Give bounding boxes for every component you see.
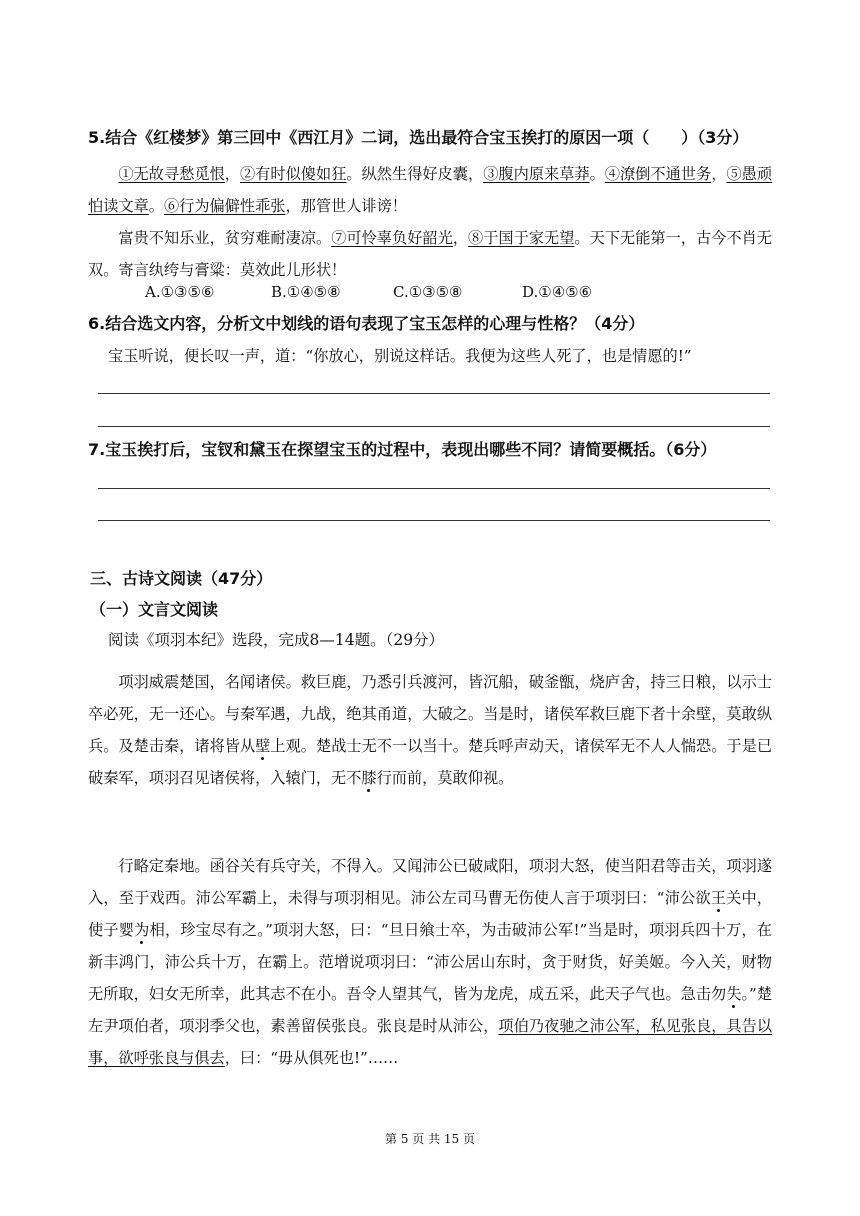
underlined-phrase: ①无故寻愁觅恨 <box>118 165 225 183</box>
question-6-quote: 宝玉听说，便长叹一声，道：“你放心，别说这样话。我便为这些人死了，也是情愿的!” <box>108 347 692 365</box>
emphasis-dot: 王 <box>710 889 727 907</box>
option-d: D.①④⑤⑥ <box>522 283 593 301</box>
emphasis-dot: 失 <box>726 985 742 1003</box>
underlined-sentence: 项伯乃夜驰之沛公军，私见张良，具告以事，欲呼张良与俱去 <box>88 1017 773 1067</box>
section-title: 三、古诗文阅读（47分） <box>90 569 273 588</box>
poem-xijiangyue-2 <box>88 222 772 286</box>
text-run: ， <box>224 165 240 183</box>
underlined-phrase: ⑥行为偏僻性乖张 <box>163 197 286 215</box>
underlined-phrase: ④潦倒不通世务 <box>604 165 712 183</box>
text-run: 行略定秦地。函谷关有兵守关，不得入。又闻沛公已破咸阳，项羽大怒，使当阳君等击关，项羽遂入，至于戏西。沛公军霸上，未得与项羽相见。沛公左司马曹无伤使人言于项羽曰：“沛公欲 <box>88 857 772 907</box>
emphasis-dot: 壁 <box>255 737 271 755</box>
text-run: 富贵不知乐业，贫穷难耐凄凉。 <box>118 229 332 247</box>
answer-line[interactable] <box>98 488 770 489</box>
text-run: 项羽威震楚国，名闻诸侯。救巨鹿，乃悉引兵渡河，皆沉船，破釜甑，烧庐舍，持三日粮，以示士卒必死，无一还心。与秦军遇，九战，绝其甬道，大破之。当是时，诸侯军救巨鹿下者十余壁，莫敢纵兵。及楚击秦，诸将皆从 <box>88 673 772 755</box>
text-run: ，那管世人诽谤！ <box>285 197 407 215</box>
text-run: 上观。楚战士无不一以当十。楚兵呼声动天，诸侯军无不人人惴恐。于是已破秦军，项羽召见诸侯将，入辕门，无不 <box>88 737 773 787</box>
answer-line[interactable] <box>98 520 770 521</box>
text-run: 相，珍宝尽有之。”项羽大怒，曰：“旦日飨士卒，为击破沛公军!”当是时，项羽兵四十万，在新丰鸿门，沛公兵十万，在霸上。范增说项羽曰：“沛公居山东时，贪于财货，好美姬。今入关，财物无所取，妇女无所幸，此其志不在小。吾令人望其气，皆为龙虎，成五采，此天子气也。急击勿 <box>88 921 772 1003</box>
text-run: 关中，使子婴 <box>88 889 773 939</box>
text-run: ， <box>452 229 469 247</box>
underlined-phrase: ⑧于国于家无望 <box>468 229 575 247</box>
text-run: 。天下无能第一，古今不肖无双。寄言纨绔与膏粱：莫效此儿形状！ <box>88 229 773 279</box>
subsection-title: （一）文言文阅读 <box>90 600 219 619</box>
question-6-stem: 6.结合选文内容，分析文中划线的语句表现了宝玉怎样的心理与性格？（4分） <box>88 314 645 333</box>
underlined-phrase: ②有时似傻如狂 <box>240 165 347 183</box>
text-run: 。 <box>589 165 605 183</box>
text-run: 。”楚左尹项伯者，项羽季父也，素善留侯张良。张良是时从沛公， <box>88 985 773 1035</box>
option-b: B.①④⑤⑧ <box>271 283 341 301</box>
emphasis-dot: 为 <box>134 921 150 939</box>
text-run: 。纵然生得好皮囊， <box>346 165 484 183</box>
option-a: A.①③⑤⑥ <box>145 283 215 301</box>
option-c: C.①③⑤⑧ <box>393 283 463 301</box>
text-run: ，曰：“毋从俱死也!”…… <box>224 1049 399 1067</box>
poem-xijiangyue-1 <box>88 158 772 222</box>
underlined-phrase: ⑦可怜辜负好韶光 <box>331 229 453 247</box>
passage-paragraph-2 <box>88 850 772 1074</box>
reading-instruction: 阅读《项羽本纪》选段，完成8—14题。（29分） <box>108 631 445 649</box>
answer-line[interactable] <box>98 393 770 394</box>
passage-paragraph-1 <box>88 666 772 794</box>
text-run: 行而前，莫敢仰视。 <box>376 769 514 787</box>
text-run: ， <box>711 165 727 183</box>
underlined-phrase: ⑤愚顽怕读文章 <box>88 165 773 215</box>
emphasis-dot: 膝 <box>361 769 377 787</box>
question-7-stem: 7.宝玉挨打后，宝钗和黛玉在探望宝玉的过程中，表现出哪些不同？请简要概括。（6分） <box>88 440 717 459</box>
page-footer: 第 5 页 共 15 页 <box>385 1132 475 1146</box>
answer-line[interactable] <box>98 426 770 427</box>
underlined-phrase: ③腹内原来草莽 <box>483 165 590 183</box>
question-5-stem: 5.结合《红楼梦》第三回中《西江月》二词，选出最符合宝玉挨打的原因一项（ ）（3分） <box>88 128 749 147</box>
text-run: 。 <box>148 197 164 215</box>
